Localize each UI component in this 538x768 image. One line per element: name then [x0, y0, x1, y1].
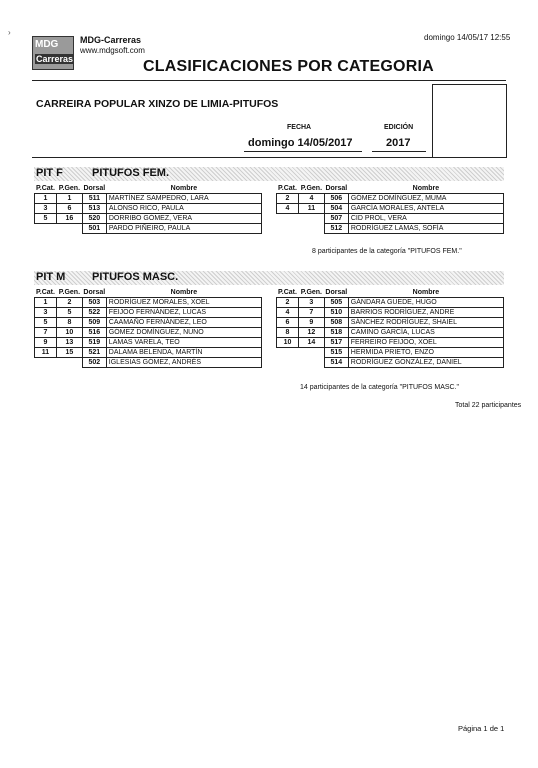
pcat-cell — [277, 358, 299, 368]
pcat-cell — [35, 224, 57, 234]
dorsal-cell: 514 — [324, 358, 348, 368]
pcat-cell — [35, 358, 57, 368]
column-header: P.Cat. — [36, 288, 55, 296]
pcat-cell — [277, 224, 299, 234]
column-header: Dorsal — [83, 184, 106, 192]
pcat-cell: 1 — [35, 194, 57, 204]
table-row — [277, 308, 504, 318]
column-header: Nombre — [170, 184, 198, 192]
pgen-cell: 9 — [298, 318, 324, 328]
brand-name: MDG-Carreras — [80, 35, 142, 45]
pgen-cell: 2 — [56, 298, 82, 308]
pcat-cell: 2 — [277, 298, 299, 308]
pgen-cell: 4 — [298, 194, 324, 204]
pgen-cell: 10 — [56, 328, 82, 338]
pgen-cell: 13 — [56, 338, 82, 348]
table-row — [35, 298, 262, 308]
category-count: 8 participantes de la categoría "PITUFOS FEM." — [312, 248, 462, 255]
dorsal-cell: 508 — [324, 318, 348, 328]
pcat-cell: 9 — [35, 338, 57, 348]
race-rule — [32, 157, 506, 158]
pgen-cell: 11 — [298, 204, 324, 214]
column-header: Dorsal — [83, 288, 106, 296]
results-table-left — [34, 183, 262, 234]
dorsal-cell: 507 — [324, 214, 348, 224]
pcat-cell: 3 — [35, 204, 57, 214]
page-number: Página 1 de 1 — [458, 724, 505, 733]
brand-url: www.mdgsoft.com — [80, 46, 145, 55]
nombre-cell: RODRÍGUEZ MORALES, XOEL — [106, 298, 261, 308]
race-name: CARREIRA POPULAR XINZO DE LIMIA-PITUFOS — [36, 98, 279, 110]
category-name: PITUFOS MASC. — [92, 271, 179, 283]
table-row — [35, 214, 262, 224]
nombre-cell: GÓMEZ DOMÍNGUEZ, MUMA — [348, 194, 503, 204]
table-row — [35, 338, 262, 348]
nombre-cell: GÁNDARA GUEDE, HUGO — [348, 298, 503, 308]
table-row — [35, 194, 262, 204]
dorsal-cell: 520 — [82, 214, 106, 224]
pgen-cell: 14 — [298, 338, 324, 348]
category-bar — [34, 271, 504, 285]
dorsal-cell: 521 — [82, 348, 106, 358]
category-code: PIT F — [36, 167, 63, 179]
results-table-right — [276, 287, 504, 368]
table-row — [277, 224, 504, 234]
nombre-cell: GÓMEZ DOMÍNGUEZ, NUNO — [106, 328, 261, 338]
dorsal-cell: 504 — [324, 204, 348, 214]
column-header: Nombre — [412, 184, 440, 192]
stamp-box — [432, 84, 507, 158]
column-header: P.Gen. — [58, 288, 81, 296]
column-header: Nombre — [170, 288, 198, 296]
table-row — [277, 214, 504, 224]
pgen-cell: 6 — [56, 204, 82, 214]
table-row — [277, 338, 504, 348]
pgen-cell: 7 — [298, 308, 324, 318]
dorsal-cell: 502 — [82, 358, 106, 368]
nombre-cell: CAAMAÑO FERNÁNDEZ, LEO — [106, 318, 261, 328]
column-header: P.Gen. — [58, 184, 81, 192]
fecha-value: domingo 14/05/2017 — [248, 137, 353, 149]
table-row — [35, 224, 262, 234]
nombre-cell: FERREIRO FEIJOO, XOEL — [348, 338, 503, 348]
column-header: P.Cat. — [278, 288, 297, 296]
logo-text-top: MDG — [35, 39, 59, 50]
pcat-cell: 5 — [35, 318, 57, 328]
nombre-cell: HERMIDA PRIETO, ENZO — [348, 348, 503, 358]
column-header: P.Cat. — [278, 184, 297, 192]
pcat-cell: 7 — [35, 328, 57, 338]
dorsal-cell: 506 — [324, 194, 348, 204]
pgen-cell — [56, 224, 82, 234]
pgen-cell — [298, 348, 324, 358]
pgen-cell — [298, 214, 324, 224]
dorsal-cell: 517 — [324, 338, 348, 348]
table-row — [277, 348, 504, 358]
pcat-cell — [277, 214, 299, 224]
edicion-underline — [372, 151, 426, 152]
dorsal-cell: 505 — [324, 298, 348, 308]
table-row — [35, 328, 262, 338]
edicion-label: EDICIÓN — [384, 124, 414, 131]
nombre-cell: DALAMA BELENDA, MARTÍN — [106, 348, 261, 358]
pgen-cell: 8 — [56, 318, 82, 328]
nombre-cell: SÁNCHEZ RODRÍGUEZ, SHAIEL — [348, 318, 503, 328]
column-header: P.Gen. — [300, 288, 323, 296]
pcat-cell: 10 — [277, 338, 299, 348]
pcat-cell — [277, 348, 299, 358]
pgen-cell: 3 — [298, 298, 324, 308]
header-rule — [32, 80, 506, 81]
results-table-right — [276, 183, 504, 234]
pcat-cell: 5 — [35, 214, 57, 224]
fecha-label: FECHA — [287, 124, 312, 131]
nombre-cell: BARRIOS RODRÍGUEZ, ANDRE — [348, 308, 503, 318]
category-bar — [34, 167, 504, 181]
edicion-value: 2017 — [386, 137, 411, 149]
total-participants: Total 22 participantes — [455, 402, 522, 409]
nombre-cell: CID PROL, VERA — [348, 214, 503, 224]
dorsal-cell: 519 — [82, 338, 106, 348]
pgen-cell — [298, 224, 324, 234]
nombre-cell: CAMINO GARCÍA, LUCAS — [348, 328, 503, 338]
pgen-cell: 5 — [56, 308, 82, 318]
pcat-cell: 8 — [277, 328, 299, 338]
dorsal-cell: 522 — [82, 308, 106, 318]
table-row — [35, 308, 262, 318]
fecha-underline — [244, 151, 362, 152]
column-header: Dorsal — [325, 288, 348, 296]
dorsal-cell: 503 — [82, 298, 106, 308]
table-row — [35, 358, 262, 368]
scan-mark: › — [8, 28, 11, 37]
dorsal-cell: 516 — [82, 328, 106, 338]
pgen-cell — [56, 358, 82, 368]
category-name: PITUFOS FEM. — [92, 167, 169, 179]
dorsal-cell: 501 — [82, 224, 106, 234]
pcat-cell: 4 — [277, 308, 299, 318]
dorsal-cell: 513 — [82, 204, 106, 214]
table-row — [277, 358, 504, 368]
dorsal-cell: 511 — [82, 194, 106, 204]
pgen-cell — [298, 358, 324, 368]
nombre-cell: GARCÍA MORALES, ANTELA — [348, 204, 503, 214]
mdg-logo — [32, 36, 74, 70]
pgen-cell: 12 — [298, 328, 324, 338]
table-row — [35, 348, 262, 358]
nombre-cell: RODRÍGUEZ LAMAS, SOFÍA — [348, 224, 503, 234]
category-code: PIT M — [36, 271, 66, 283]
table-row — [277, 204, 504, 214]
column-header: Dorsal — [325, 184, 348, 192]
pcat-cell: 11 — [35, 348, 57, 358]
nombre-cell: ALONSO RICO, PAULA — [106, 204, 261, 214]
table-row — [35, 318, 262, 328]
nombre-cell: IGLESIAS GÓMEZ, ANDRÉS — [106, 358, 261, 368]
column-header: P.Gen. — [300, 184, 323, 192]
logo-text-bottom: Carreras — [36, 54, 74, 64]
nombre-cell: RODRÍGUEZ GONZÁLEZ, DANIEL — [348, 358, 503, 368]
pgen-cell: 15 — [56, 348, 82, 358]
nombre-cell: MARTÍNEZ SAMPEDRO, LARA — [106, 194, 261, 204]
nombre-cell: PARDO PIÑEIRO, PAULA — [106, 224, 261, 234]
pcat-cell: 2 — [277, 194, 299, 204]
table-row — [277, 318, 504, 328]
dorsal-cell: 510 — [324, 308, 348, 318]
column-header: Nombre — [412, 288, 440, 296]
dorsal-cell: 509 — [82, 318, 106, 328]
dorsal-cell: 515 — [324, 348, 348, 358]
nombre-cell: DORRIBO GÓMEZ, VERA — [106, 214, 261, 224]
dorsal-cell: 512 — [324, 224, 348, 234]
pgen-cell: 16 — [56, 214, 82, 224]
page-title: CLASIFICACIONES POR CATEGORIA — [143, 58, 434, 75]
table-row — [35, 204, 262, 214]
pgen-cell: 1 — [56, 194, 82, 204]
table-row — [277, 328, 504, 338]
nombre-cell: FEIJOO FERNÁNDEZ, LUCAS — [106, 308, 261, 318]
pcat-cell: 6 — [277, 318, 299, 328]
table-row — [277, 298, 504, 308]
pcat-cell: 1 — [35, 298, 57, 308]
dorsal-cell: 518 — [324, 328, 348, 338]
table-row — [277, 194, 504, 204]
results-table-left — [34, 287, 262, 368]
nombre-cell: LAMAS VARELA, TEO — [106, 338, 261, 348]
column-header: P.Cat. — [36, 184, 55, 192]
print-datetime: domingo 14/05/17 12:55 — [424, 33, 511, 42]
pcat-cell: 4 — [277, 204, 299, 214]
pcat-cell: 3 — [35, 308, 57, 318]
category-count: 14 participantes de la categoría "PITUFOS MASC." — [300, 384, 460, 391]
